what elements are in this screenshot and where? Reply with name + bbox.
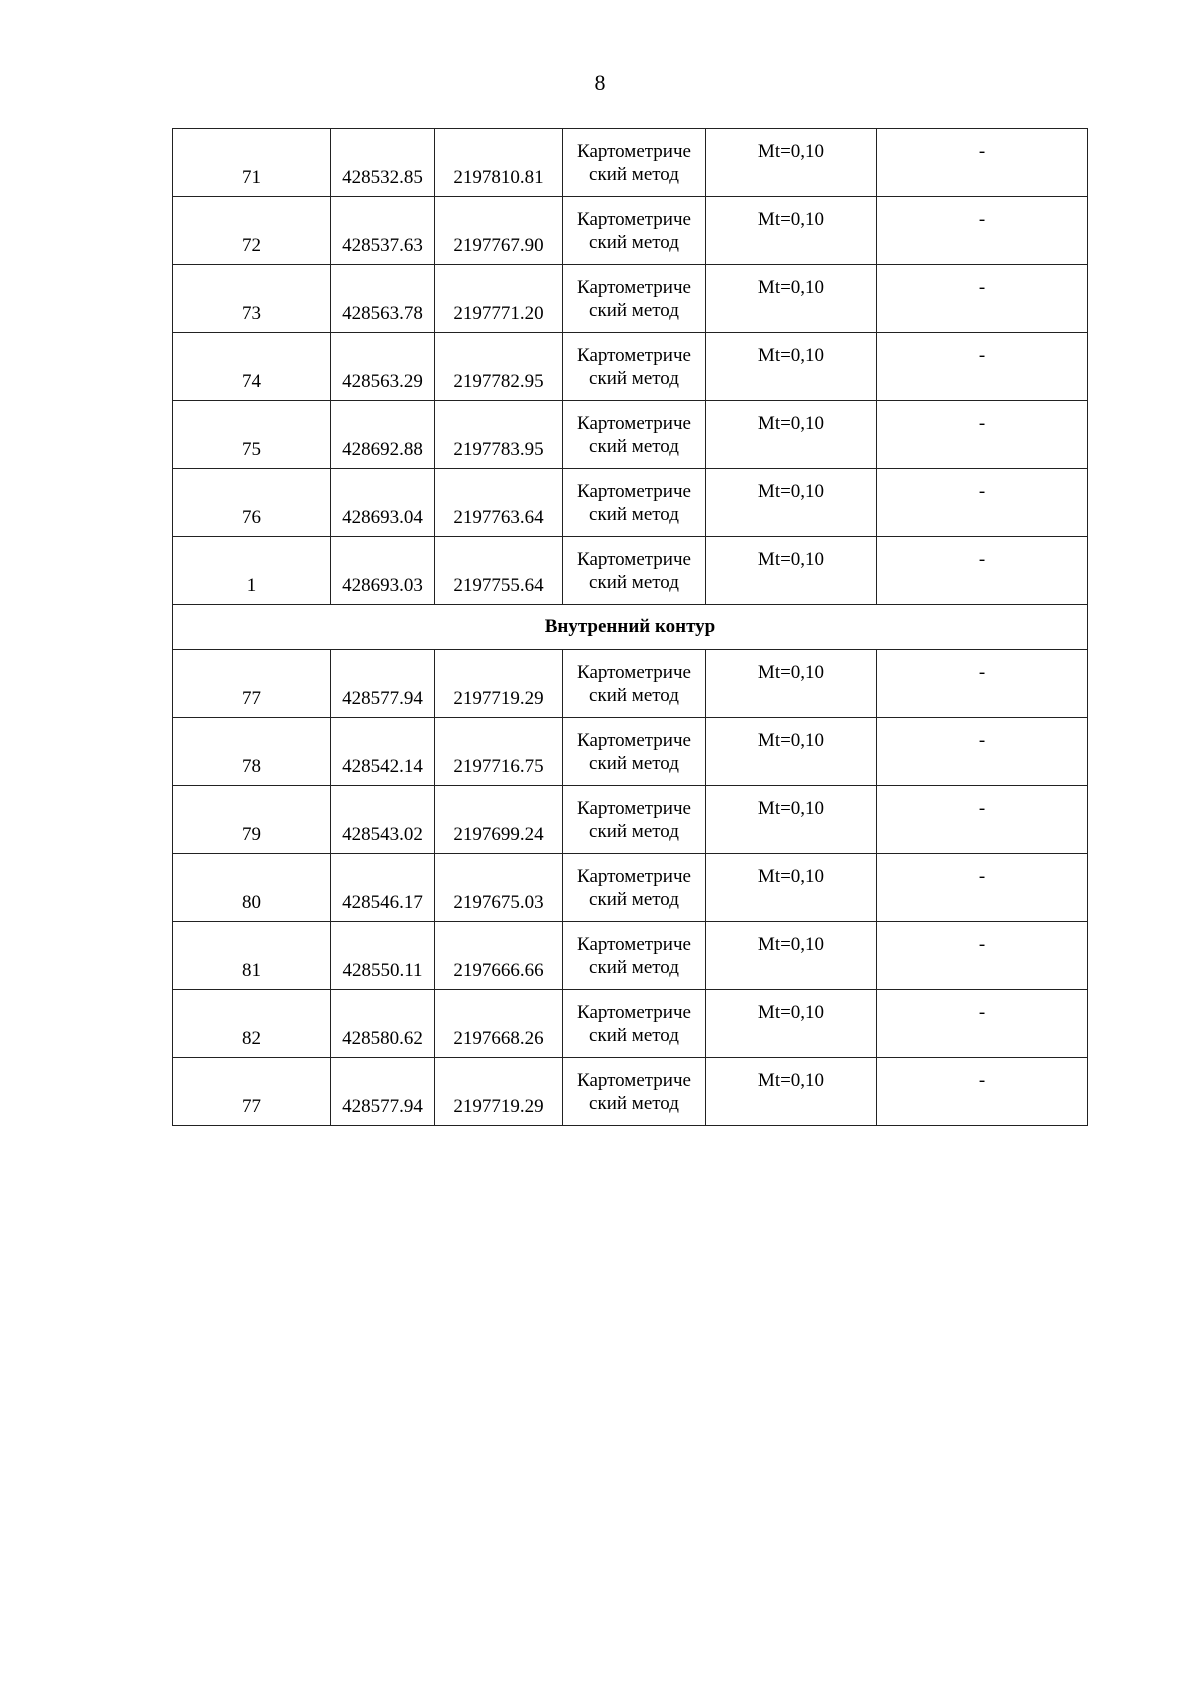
y-coordinate-cell [435,854,563,922]
method-cell [563,718,706,786]
point-number-cell [173,333,331,401]
note-cell [877,265,1088,333]
note-value: - [978,277,986,298]
x-coordinate-cell [331,469,435,537]
method-cell [563,786,706,854]
point-number: 72 [242,235,261,256]
method-cell [563,265,706,333]
y-coordinate-cell [435,333,563,401]
note-cell [877,650,1088,718]
y-coordinate: 2197782.95 [453,371,544,392]
point-number: 76 [242,507,261,528]
method-text-line2: ский метод [589,821,679,842]
y-coordinate-cell [435,129,563,197]
note-cell [877,129,1088,197]
method-cell [563,469,706,537]
method-text-line1: Картометриче [577,141,691,162]
method-text-line1: Картометриче [577,1002,691,1023]
note-value: - [978,345,986,366]
accuracy-cell [706,197,877,265]
point-number: 73 [242,303,261,324]
section-title: Внутренний контур [173,605,1088,650]
accuracy-value: Mt=0,10 [757,866,825,887]
method-text-line2: ский метод [589,572,679,593]
note-cell [877,333,1088,401]
accuracy-cell [706,718,877,786]
x-coordinate-cell [331,718,435,786]
x-coordinate: 428693.03 [342,575,423,596]
x-coordinate: 428546.17 [342,892,423,913]
point-number-cell [173,129,331,197]
table-row [173,786,1088,854]
method-text-line1: Картометриче [577,209,691,230]
accuracy-value: Mt=0,10 [757,413,825,434]
method-cell [563,1058,706,1126]
x-coordinate-cell [331,786,435,854]
table-row [173,469,1088,537]
y-coordinate-cell [435,1058,563,1126]
point-number: 77 [242,1096,261,1117]
accuracy-value: Mt=0,10 [757,209,825,230]
x-coordinate: 428577.94 [342,688,423,709]
table-row [173,129,1088,197]
point-number-cell [173,718,331,786]
y-coordinate: 2197755.64 [453,575,544,596]
coordinates-table-body [173,129,1088,1126]
note-value: - [978,662,986,683]
x-coordinate-cell [331,854,435,922]
x-coordinate-cell [331,1058,435,1126]
note-value: - [978,209,986,230]
x-coordinate: 428692.88 [342,439,423,460]
method-text-line1: Картометриче [577,277,691,298]
method-cell [563,129,706,197]
accuracy-cell [706,537,877,605]
point-number: 82 [242,1028,261,1049]
method-text-line1: Картометриче [577,934,691,955]
y-coordinate-cell [435,537,563,605]
y-coordinate-cell [435,990,563,1058]
method-text-line1: Картометриче [577,730,691,751]
table-row [173,650,1088,718]
table-row [173,922,1088,990]
accuracy-value: Mt=0,10 [757,141,825,162]
x-coordinate-cell [331,197,435,265]
x-coordinate-cell [331,333,435,401]
accuracy-cell [706,786,877,854]
note-value: - [978,413,986,434]
method-cell [563,650,706,718]
table-row [173,265,1088,333]
method-cell [563,197,706,265]
table-row [173,197,1088,265]
note-cell [877,786,1088,854]
x-coordinate-cell [331,990,435,1058]
point-number-cell [173,197,331,265]
y-coordinate-cell [435,469,563,537]
x-coordinate: 428537.63 [342,235,423,256]
accuracy-cell [706,1058,877,1126]
method-text-line1: Картометриче [577,798,691,819]
point-number-cell [173,265,331,333]
accuracy-value: Mt=0,10 [757,730,825,751]
x-coordinate-cell [331,922,435,990]
accuracy-value: Mt=0,10 [757,1070,825,1091]
y-coordinate: 2197810.81 [453,167,544,188]
note-value: - [978,481,986,502]
accuracy-cell [706,922,877,990]
method-cell [563,333,706,401]
method-text-line2: ский метод [589,957,679,978]
point-number-cell [173,1058,331,1126]
table-row [173,401,1088,469]
accuracy-cell [706,333,877,401]
point-number: 81 [242,960,261,981]
accuracy-cell [706,401,877,469]
point-number-cell [173,469,331,537]
method-text-line1: Картометриче [577,866,691,887]
x-coordinate: 428693.04 [342,507,423,528]
table-row [173,718,1088,786]
note-value: - [978,141,986,162]
accuracy-cell [706,129,877,197]
x-coordinate-cell [331,650,435,718]
y-coordinate-cell [435,922,563,990]
method-cell [563,990,706,1058]
note-value: - [978,1002,986,1023]
method-text-line1: Картометриче [577,662,691,683]
x-coordinate: 428580.62 [342,1028,423,1049]
y-coordinate-cell [435,718,563,786]
page-number: 8 [594,70,606,95]
y-coordinate: 2197771.20 [453,303,544,324]
method-cell [563,922,706,990]
table-row [173,537,1088,605]
point-number-cell [173,990,331,1058]
accuracy-value: Mt=0,10 [757,798,825,819]
method-text-line1: Картометриче [577,481,691,502]
y-coordinate: 2197767.90 [453,235,544,256]
point-number: 75 [242,439,261,460]
note-value: - [978,934,986,955]
accuracy-cell [706,650,877,718]
method-text-line2: ский метод [589,164,679,185]
accuracy-cell [706,990,877,1058]
method-text-line2: ский метод [589,1025,679,1046]
note-cell [877,718,1088,786]
y-coordinate-cell [435,265,563,333]
point-number: 78 [242,756,261,777]
note-cell [877,990,1088,1058]
x-coordinate: 428550.11 [342,960,423,981]
method-text-line2: ский метод [589,504,679,525]
point-number: 79 [242,824,261,845]
y-coordinate: 2197719.29 [453,688,544,709]
table-row [173,854,1088,922]
x-coordinate: 428542.14 [342,756,423,777]
note-cell [877,537,1088,605]
table-row [173,990,1088,1058]
y-coordinate: 2197719.29 [453,1096,544,1117]
method-text-line1: Картометриче [577,345,691,366]
y-coordinate-cell [435,197,563,265]
y-coordinate: 2197699.24 [453,824,544,845]
note-value: - [978,730,986,751]
note-value: - [978,1070,986,1091]
point-number: 77 [242,688,261,709]
method-text-line1: Картометриче [577,413,691,434]
method-text-line1: Картометриче [577,1070,691,1091]
y-coordinate-cell [435,401,563,469]
y-coordinate: 2197716.75 [453,756,544,777]
x-coordinate-cell [331,129,435,197]
accuracy-cell [706,854,877,922]
method-cell [563,537,706,605]
point-number: 74 [242,371,261,392]
note-cell [877,1058,1088,1126]
point-number-cell [173,854,331,922]
x-coordinate-cell [331,401,435,469]
point-number-cell [173,922,331,990]
note-cell [877,469,1088,537]
point-number-cell [173,786,331,854]
point-number-cell [173,401,331,469]
accuracy-value: Mt=0,10 [757,345,825,366]
note-cell [877,197,1088,265]
x-coordinate: 428563.78 [342,303,423,324]
point-number: 80 [242,892,261,913]
y-coordinate-cell [435,650,563,718]
point-number: 71 [242,167,261,188]
note-cell [877,922,1088,990]
method-cell [563,401,706,469]
accuracy-value: Mt=0,10 [757,1002,825,1023]
method-text-line2: ский метод [589,300,679,321]
note-value: - [978,866,986,887]
accuracy-value: Mt=0,10 [757,662,825,683]
point-number: 1 [246,575,257,596]
x-coordinate: 428543.02 [342,824,423,845]
method-text-line2: ский метод [589,436,679,457]
note-cell [877,854,1088,922]
accuracy-value: Mt=0,10 [757,934,825,955]
method-text-line2: ский метод [589,889,679,910]
x-coordinate: 428563.29 [342,371,423,392]
accuracy-value: Mt=0,10 [757,549,825,570]
x-coordinate: 428532.85 [342,167,423,188]
coordinates-table [172,128,1088,1126]
accuracy-value: Mt=0,10 [757,481,825,502]
x-coordinate-cell [331,537,435,605]
y-coordinate: 2197763.64 [453,507,544,528]
method-text-line2: ский метод [589,368,679,389]
table-row [173,333,1088,401]
note-cell [877,401,1088,469]
method-text-line2: ский метод [589,1093,679,1114]
accuracy-cell [706,469,877,537]
section-row [173,605,1088,650]
method-cell [563,854,706,922]
table-row [173,1058,1088,1126]
y-coordinate: 2197783.95 [453,439,544,460]
point-number-cell [173,537,331,605]
method-text-line2: ский метод [589,753,679,774]
y-coordinate: 2197668.26 [453,1028,544,1049]
point-number-cell [173,650,331,718]
method-text-line2: ский метод [589,232,679,253]
y-coordinate: 2197666.66 [453,960,544,981]
accuracy-cell [706,265,877,333]
method-text-line2: ский метод [589,685,679,706]
x-coordinate-cell [331,265,435,333]
note-value: - [978,798,986,819]
accuracy-value: Mt=0,10 [757,277,825,298]
note-value: - [978,549,986,570]
y-coordinate: 2197675.03 [453,892,544,913]
x-coordinate: 428577.94 [342,1096,423,1117]
y-coordinate-cell [435,786,563,854]
method-text-line1: Картометриче [577,549,691,570]
